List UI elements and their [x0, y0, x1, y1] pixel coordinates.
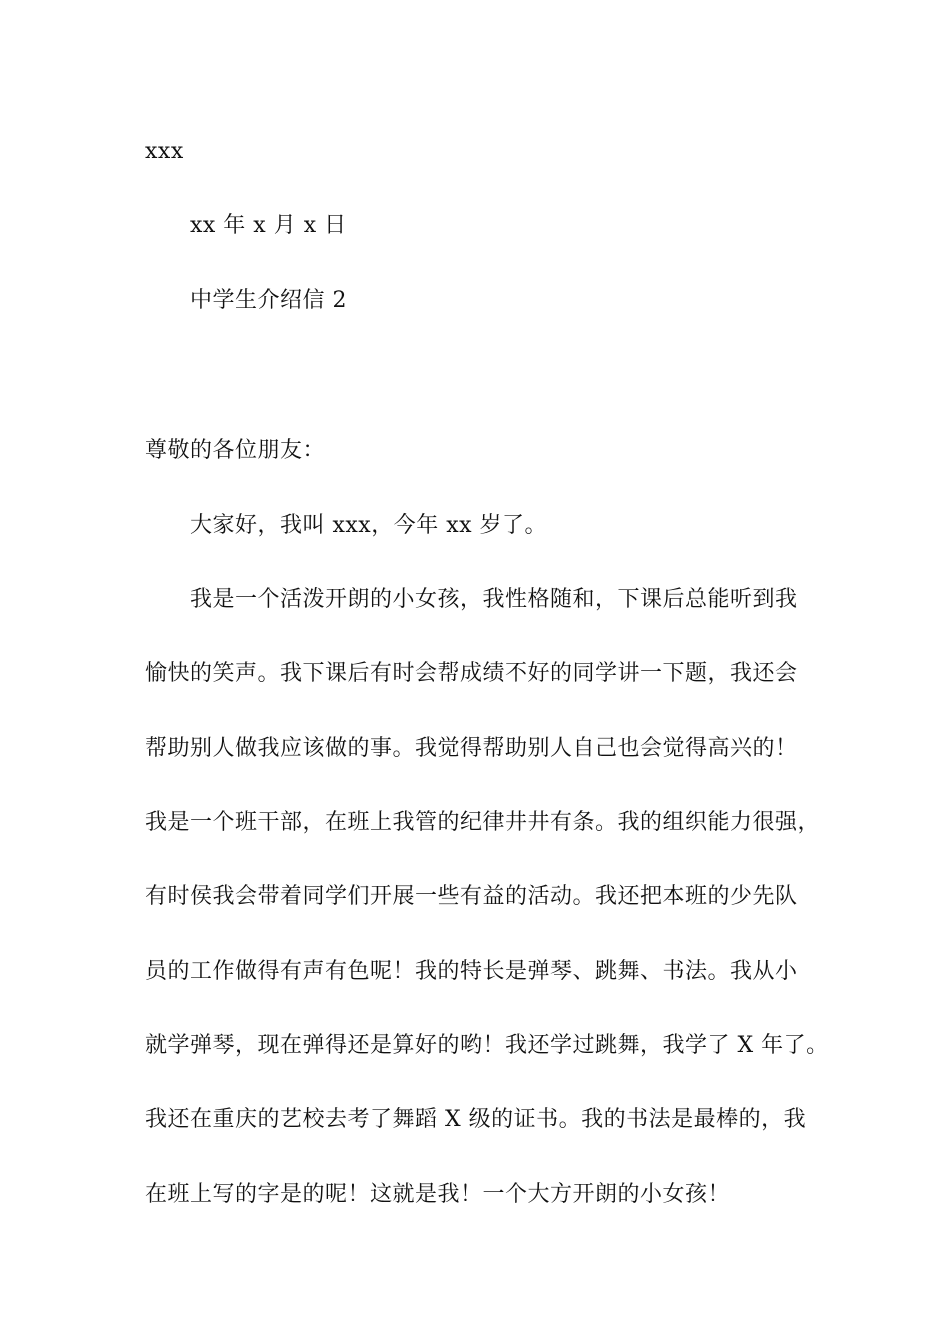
body-line: 帮助别人做我应该做的事。我觉得帮助别人自己也会觉得高兴的！	[145, 736, 798, 761]
body-line: 就学弹琴，现在弹得还是算好的哟！我还学过跳舞，我学了 X 年了。	[145, 1033, 829, 1058]
letter-title: 中学生介绍信 2	[190, 288, 347, 313]
letter-date: xx 年 x 月 x 日	[190, 213, 347, 238]
body-line: 员的工作做得有声有色呢！我的特长是弹琴、跳舞、书法。我从小	[145, 959, 798, 984]
body-line: 我还在重庆的艺校去考了舞蹈 X 级的证书。我的书法是最棒的，我	[145, 1107, 807, 1132]
body-line: 大家好，我叫 xxx，今年 xx 岁了。	[190, 513, 548, 538]
salutation: 尊敬的各位朋友：	[145, 438, 326, 463]
body-line: 在班上写的字是的呢！这就是我！一个大方开朗的小女孩！	[145, 1182, 731, 1207]
body-line: 我是一个班干部，在班上我管的纪律井井有条。我的组织能力很强，	[145, 810, 821, 835]
body-line: 我是一个活泼开朗的小女孩，我性格随和，下课后总能听到我	[190, 587, 798, 612]
body-line: 有时侯我会带着同学们开展一些有益的活动。我还把本班的少先队	[145, 884, 798, 909]
sender-name: xxx	[145, 139, 184, 164]
body-line: 愉快的笑声。我下课后有时会帮成绩不好的同学讲一下题，我还会	[145, 661, 798, 686]
